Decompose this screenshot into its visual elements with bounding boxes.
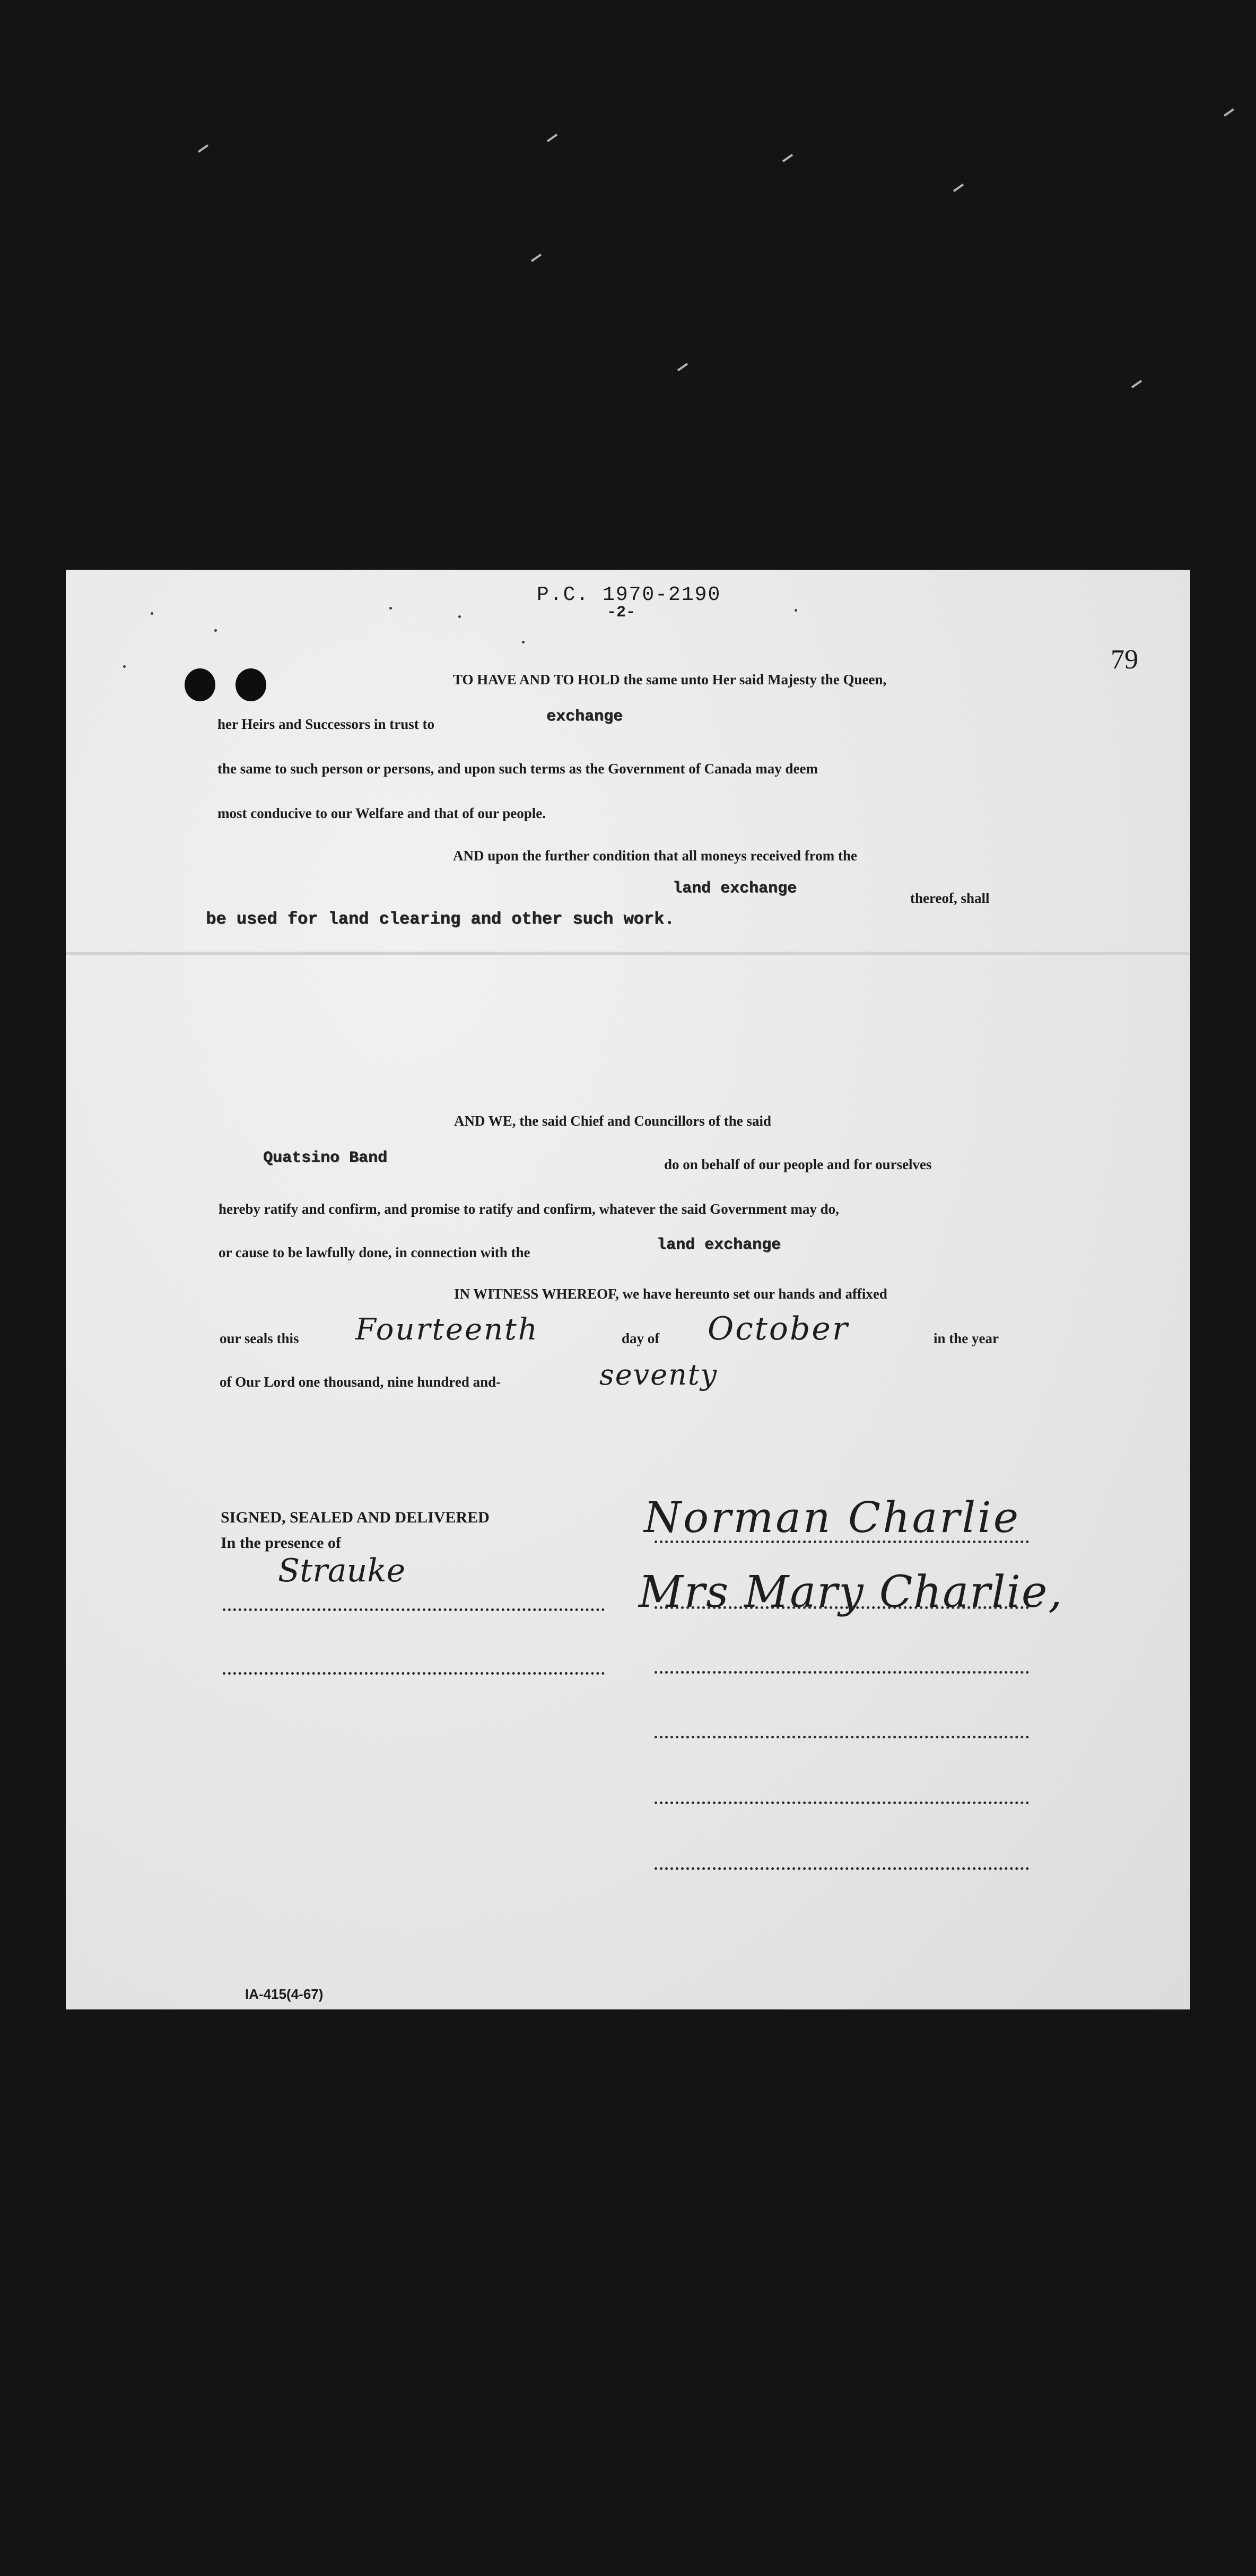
witness-signature: Strauke — [278, 1552, 406, 1589]
handwritten-year: seventy — [599, 1358, 718, 1391]
scan-artifact — [1131, 380, 1142, 388]
body-line: of Our Lord one thousand, nine hundred and- — [220, 1374, 501, 1390]
typed-field: land exchange — [673, 880, 797, 898]
speck — [458, 615, 461, 618]
witness-line — [223, 1672, 605, 1675]
signature-line — [655, 1736, 1029, 1738]
body-line: do on behalf of our people and for ourselves — [664, 1156, 932, 1172]
signature-line — [655, 1606, 1029, 1609]
signature-1: Norman Charlie — [644, 1493, 1021, 1542]
typed-field: Quatsino Band — [263, 1149, 388, 1167]
scan-artifact — [1224, 108, 1234, 117]
typed-field: land exchange — [657, 1236, 781, 1254]
speck — [522, 641, 525, 643]
witness-heading: SIGNED, SEALED AND DELIVERED — [221, 1509, 490, 1526]
speck — [795, 609, 797, 612]
witness-subheading: In the presence of — [221, 1534, 341, 1552]
pc-number: P.C. 1970-2190 — [537, 584, 721, 606]
scan-artifact — [531, 254, 542, 262]
speck — [389, 607, 392, 610]
punch-hole — [235, 668, 266, 701]
body-line: in the year — [934, 1330, 999, 1346]
scan-artifact — [782, 154, 793, 162]
page-fold — [66, 952, 1190, 955]
scan-artifact — [953, 184, 964, 192]
handwritten-month: October — [708, 1310, 849, 1347]
body-line: TO HAVE AND TO HOLD the same unto Her said Majesty the Queen, — [453, 672, 887, 687]
body-line: the same to such person or persons, and upon such terms as the Government of Canada may deem — [217, 761, 818, 777]
body-line: our seals this — [220, 1330, 299, 1346]
body-line: AND WE, the said Chief and Councillors of the said — [454, 1113, 772, 1129]
speck — [214, 629, 217, 632]
document-page — [66, 570, 1190, 2009]
body-line: thereof, shall — [910, 890, 990, 906]
page-number: 79 — [1111, 645, 1138, 675]
body-line: most conducive to our Welfare and that of our people. — [217, 805, 546, 821]
scan-artifact — [198, 144, 208, 153]
signature-line — [655, 1671, 1029, 1674]
form-code: IA-415(4-67) — [245, 1986, 324, 2002]
body-line: or cause to be lawfully done, in connection with the — [219, 1245, 530, 1260]
signature-line — [655, 1867, 1029, 1870]
scan-artifact — [677, 363, 688, 371]
punch-hole — [185, 668, 215, 701]
handwritten-day: Fourteenth — [355, 1312, 539, 1347]
typed-field: be used for land clearing and other such work. — [206, 909, 675, 929]
body-line: her Heirs and Successors in trust to — [217, 716, 434, 732]
body-line: IN WITNESS WHEREOF, we have hereunto set our hands and affixed — [454, 1286, 887, 1302]
signature-line — [655, 1541, 1029, 1543]
typed-field: exchange — [546, 708, 623, 726]
body-line: hereby ratify and confirm, and promise to ratify and confirm, whatever the said Government may do, — [219, 1201, 839, 1217]
page-marker: -2- — [607, 604, 636, 622]
body-line: day of — [622, 1330, 660, 1346]
signature-line — [655, 1802, 1029, 1804]
signature-2: Mrs Mary Charlie, — [639, 1567, 1063, 1617]
witness-line — [223, 1608, 605, 1611]
speck — [123, 665, 126, 668]
body-line: AND upon the further condition that all moneys received from the — [453, 848, 857, 864]
scan-artifact — [547, 134, 557, 142]
speck — [151, 612, 153, 615]
